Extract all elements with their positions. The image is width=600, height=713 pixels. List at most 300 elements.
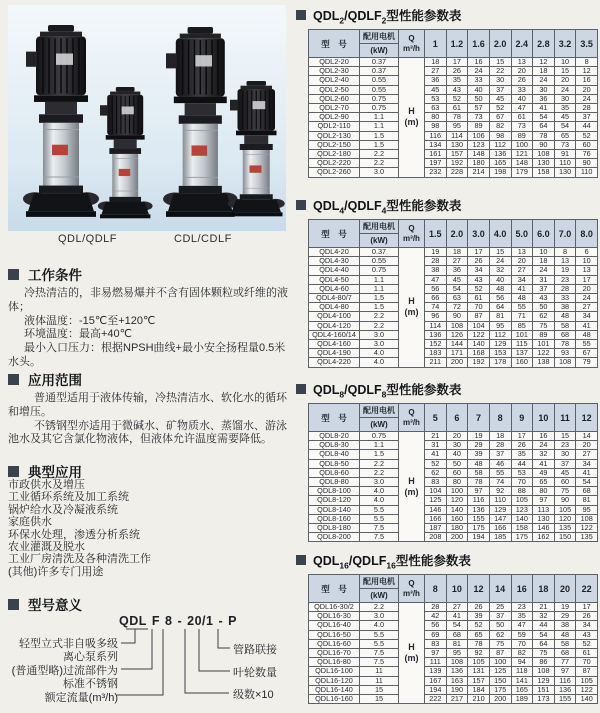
- power-cell: 0.55: [360, 85, 399, 94]
- model-cell: QDL2-110: [309, 122, 360, 131]
- head-value-cell: 71: [511, 312, 533, 321]
- model-cell: QDL2-260: [309, 168, 360, 177]
- head-unit: (m): [404, 486, 419, 497]
- head-value-cell: 20: [511, 67, 533, 76]
- power-cell: 5.5: [360, 514, 399, 523]
- model-cell: QDL2-50: [309, 85, 360, 94]
- head-value-cell: 54: [554, 122, 576, 131]
- table-row: [309, 441, 598, 450]
- head-value-cell: 190: [446, 685, 468, 694]
- head-value-cell: 16: [468, 58, 490, 67]
- power-cell: 0.75: [360, 432, 399, 441]
- power-cell: 3.0: [360, 340, 399, 349]
- power-cell: 0.75: [360, 94, 399, 103]
- flow-value-header: 7.0: [554, 220, 576, 248]
- table-row: [309, 131, 598, 140]
- head-value-cell: 20: [576, 85, 598, 94]
- table-row: [309, 603, 598, 612]
- head-value-cell: 29: [468, 441, 490, 450]
- head-value-cell: 108: [533, 150, 555, 159]
- flow-value-header: 9: [511, 404, 533, 432]
- head-value-cell: 26: [446, 67, 468, 76]
- table-title: [296, 551, 600, 569]
- head-value-cell: 90: [446, 312, 468, 321]
- head-value-cell: 60: [576, 140, 598, 149]
- head-value-cell: 23: [554, 275, 576, 284]
- head-value-cell: 38: [425, 266, 447, 275]
- power-cell: 3.0: [360, 168, 399, 177]
- head-value-cell: 61: [468, 294, 490, 303]
- head-value-cell: 70: [511, 639, 533, 648]
- head-value-cell: 82: [489, 122, 511, 131]
- flow-symbol: Q: [408, 408, 415, 417]
- model-cell: QDL4-190: [309, 349, 360, 358]
- head-value-cell: 38: [554, 621, 576, 630]
- model-cell: QDL4-40: [309, 266, 360, 275]
- head-value-cell: 85: [511, 321, 533, 330]
- head-value-cell: 65: [554, 131, 576, 140]
- head-value-cell: 104: [468, 321, 490, 330]
- power-cell: 5.5: [360, 505, 399, 514]
- power-cell: 2.2: [360, 159, 399, 168]
- power-cell: 2.2: [360, 312, 399, 321]
- head-value-cell: 52: [468, 621, 490, 630]
- head-value-cell: 52: [425, 459, 447, 468]
- head-value-cell: 40: [446, 450, 468, 459]
- flow-value-header: 11: [554, 404, 576, 432]
- model-label-rated-flow: 额定流量(m³/h): [44, 692, 118, 704]
- flow-value-header: 6: [446, 404, 468, 432]
- head-value-cell: 122: [576, 685, 598, 694]
- head-value-cell: 73: [468, 113, 490, 122]
- model-cell: QDL4-160/14: [309, 330, 360, 339]
- table-row: [309, 104, 598, 113]
- head-value-cell: 130: [446, 140, 468, 149]
- model-cell: QDL4-100: [309, 312, 360, 321]
- head-value-cell: 45: [446, 275, 468, 284]
- head-value-cell: 175: [489, 685, 511, 694]
- head-value-cell: 86: [533, 658, 555, 667]
- head-value-cell: 197: [425, 159, 447, 168]
- head-value-cell: 122: [576, 524, 598, 533]
- head-value-cell: 68: [554, 649, 576, 658]
- head-value-cell: 27: [576, 303, 598, 312]
- head-value-cell: 52: [489, 104, 511, 113]
- head-value-cell: 15: [554, 432, 576, 441]
- table-row: [309, 248, 598, 257]
- model-column-header: 型 号: [309, 220, 360, 248]
- head-value-cell: 77: [554, 658, 576, 667]
- head-value-cell: 47: [425, 275, 447, 284]
- head-value-cell: 44: [511, 459, 533, 468]
- power-cell: 4.0: [360, 621, 399, 630]
- head-value-cell: 34: [511, 275, 533, 284]
- head-value-cell: 126: [446, 330, 468, 339]
- title-subscript: 4: [339, 205, 345, 216]
- model-cell: QDL8-140: [309, 505, 360, 514]
- head-value-cell: 18: [446, 248, 468, 257]
- head-value-cell: 42: [425, 612, 447, 621]
- model-cell: QDL16-160: [309, 695, 360, 704]
- head-value-cell: 163: [446, 676, 468, 685]
- head-value-cell: 33: [468, 76, 490, 85]
- flow-value-header: 2.8: [533, 30, 555, 58]
- typical-application-item: 环保水处理，渗透分析系统: [8, 528, 140, 541]
- title-part: /QDLF: [344, 9, 382, 23]
- head-value-cell: 35: [446, 76, 468, 85]
- flow-value-header: 4.0: [489, 220, 511, 248]
- head-value-cell: 10: [554, 58, 576, 67]
- head-value-cell: 34: [576, 621, 598, 630]
- head-value-cell: 134: [425, 140, 447, 149]
- flow-value-header: 2.4: [511, 30, 533, 58]
- table-title: [296, 196, 600, 214]
- head-value-cell: 18: [425, 58, 447, 67]
- head-value-cell: 33: [554, 294, 576, 303]
- head-value-cell: 95: [576, 505, 598, 514]
- head-value-cell: 89: [468, 122, 490, 131]
- head-value-cell: 155: [554, 695, 576, 704]
- head-value-cell: 64: [489, 303, 511, 312]
- head-value-cell: 123: [468, 140, 490, 149]
- model-column-header: 型 号: [309, 404, 360, 432]
- flow-value-header: 8: [489, 404, 511, 432]
- head-value-cell: 60: [554, 478, 576, 487]
- head-value-cell: 57: [468, 104, 490, 113]
- power-cell: 11: [360, 676, 399, 685]
- section-title-text: 工作条件: [28, 268, 82, 283]
- head-value-cell: 24: [468, 67, 490, 76]
- head-value-cell: 166: [489, 524, 511, 533]
- flow-value-header: 1.2: [446, 30, 468, 58]
- head-value-cell: 48: [489, 284, 511, 293]
- head-value-cell: 118: [511, 667, 533, 676]
- table-row: [309, 459, 598, 468]
- head-value-cell: 95: [489, 321, 511, 330]
- head-value-cell: 24: [533, 76, 555, 85]
- head-value-cell: 65: [533, 478, 555, 487]
- head-value-cell: 50: [446, 459, 468, 468]
- power-cell: 7.5: [360, 658, 399, 667]
- head-value-cell: 43: [533, 294, 555, 303]
- title-part: /QDLF: [348, 554, 387, 568]
- model-label-stage-count: 级数×10: [233, 689, 274, 701]
- model-cell: QDL8-30: [309, 441, 360, 450]
- head-value-cell: 28: [554, 284, 576, 293]
- head-value-cell: 10: [533, 248, 555, 257]
- model-cell: QDL8-100: [309, 487, 360, 496]
- head-value-cell: 167: [425, 676, 447, 685]
- head-value-cell: 72: [446, 303, 468, 312]
- power-cell: 7.5: [360, 533, 399, 542]
- head-value-cell: 232: [425, 168, 447, 177]
- model-code-part: 8: [165, 614, 173, 628]
- caption-qdl: QDL/QDLF: [58, 233, 118, 245]
- model-cell: QDL4-30: [309, 257, 360, 266]
- performance-table: [308, 219, 598, 368]
- head-value-cell: 146: [425, 505, 447, 514]
- model-cell: QDL16-30: [309, 612, 360, 621]
- section-title-model-meaning: [8, 594, 82, 614]
- head-value-cell: 43: [446, 85, 468, 94]
- head-value-cell: 147: [489, 514, 511, 523]
- head-value-cell: 19: [425, 248, 447, 257]
- section-title-typical-applications: [8, 461, 82, 481]
- head-value-cell: 56: [425, 284, 447, 293]
- bullet-square-icon: [8, 269, 19, 280]
- head-value-cell: 97: [468, 487, 490, 496]
- model-label-pipe-connection: 管路联接: [233, 644, 277, 656]
- power-cell: 0.37: [360, 248, 399, 257]
- head-value-cell: 24: [576, 294, 598, 303]
- head-value-cell: 37: [576, 113, 598, 122]
- head-value-cell: 153: [489, 349, 511, 358]
- head-value-cell: 45: [554, 113, 576, 122]
- head-value-cell: 69: [425, 630, 447, 639]
- power-cell: 2.2: [360, 603, 399, 612]
- flow-value-header: 1.6: [468, 30, 490, 58]
- head-value-cell: 108: [576, 514, 598, 523]
- model-code-part: F: [151, 614, 161, 628]
- head-value-cell: 87: [576, 667, 598, 676]
- model-meaning-diagram: [0, 613, 292, 713]
- head-value-cell: 146: [533, 524, 555, 533]
- flow-rate-header: [399, 575, 425, 603]
- head-value-cell: 152: [425, 340, 447, 349]
- typical-application-item: (其他)许多专门用途: [8, 565, 104, 578]
- head-value-cell: 165: [511, 685, 533, 694]
- head-value-cell: 96: [425, 312, 447, 321]
- head-value-cell: 40: [489, 275, 511, 284]
- head-value-cell: 81: [446, 639, 468, 648]
- head-value-cell: 76: [576, 150, 598, 159]
- head-value-cell: 43: [576, 630, 598, 639]
- flow-value-header: 10: [446, 575, 468, 603]
- power-cell: 3.0: [360, 478, 399, 487]
- head-value-cell: 161: [425, 150, 447, 159]
- head-value-cell: 15: [554, 67, 576, 76]
- head-value-cell: 63: [446, 294, 468, 303]
- title-subscript: 16: [339, 560, 349, 571]
- title-subscript: 4: [381, 205, 387, 216]
- model-label-material-line1: (普通型略)过流部件为: [11, 665, 118, 677]
- table-row: [309, 294, 598, 303]
- head-value-cell: 115: [511, 340, 533, 349]
- head-value-cell: 32: [533, 450, 555, 459]
- head-value-cell: 32: [533, 612, 555, 621]
- table-row: [309, 113, 598, 122]
- head-value-cell: 39: [468, 450, 490, 459]
- power-cell: 2.2: [360, 459, 399, 468]
- head-value-cell: 47: [511, 621, 533, 630]
- model-cell: QDL8-160: [309, 514, 360, 523]
- head-value-cell: 192: [446, 159, 468, 168]
- section-title-application-range: [8, 369, 82, 389]
- head-value-cell: 27: [446, 603, 468, 612]
- typical-application-item: 工业厂房清洗及各种清洗工作: [8, 553, 151, 566]
- head-value-cell: 136: [425, 330, 447, 339]
- head-symbol: H: [408, 106, 415, 117]
- head-value-cell: 113: [533, 505, 555, 514]
- table-title-text: [313, 196, 461, 214]
- head-value-cell: 121: [511, 150, 533, 159]
- head-unit: (m): [404, 307, 419, 318]
- head-value-cell: 184: [468, 685, 490, 694]
- head-value-cell: 47: [511, 104, 533, 113]
- table-title-text: [313, 6, 461, 24]
- head-value-cell: 80: [533, 487, 555, 496]
- head-value-cell: 6: [576, 248, 598, 257]
- photo-captions: [8, 233, 286, 248]
- head-value-cell: 105: [468, 658, 490, 667]
- head-value-cell: 17: [576, 275, 598, 284]
- head-value-cell: 100: [446, 487, 468, 496]
- condition-line: 冷热清洁的，非易燃易爆并不含有固体颗粒或纤维的液体；: [8, 287, 288, 313]
- head-value-cell: 23: [511, 603, 533, 612]
- flow-unit: m³/h: [403, 588, 420, 598]
- performance-table: [308, 29, 598, 178]
- power-cell: 2.2: [360, 321, 399, 330]
- head-value-cell: 120: [446, 496, 468, 505]
- power-cell: 15: [360, 695, 399, 704]
- model-cell: QDL4-120: [309, 321, 360, 330]
- head-value-cell: 114: [446, 131, 468, 140]
- model-cell: QDL16-50: [309, 630, 360, 639]
- head-symbol: H: [408, 296, 415, 307]
- head-value-cell: 14: [576, 432, 598, 441]
- power-cell: 1.5: [360, 450, 399, 459]
- head-value-cell: 160: [511, 358, 533, 367]
- model-cell: QDL2-220: [309, 159, 360, 168]
- head-value-cell: 68: [446, 630, 468, 639]
- model-cell: QDL16-40: [309, 621, 360, 630]
- head-value-cell: 46: [489, 459, 511, 468]
- model-cell: QDL4-20: [309, 248, 360, 257]
- head-value-cell: 90: [533, 140, 555, 149]
- head-value-cell: 20: [446, 432, 468, 441]
- flow-value-header: 5.0: [511, 220, 533, 248]
- model-cell: QDL16-100: [309, 667, 360, 676]
- table-row: [309, 667, 598, 676]
- head-value-cell: 90: [576, 159, 598, 168]
- head-value-cell: 28: [576, 104, 598, 113]
- table-row: [309, 340, 598, 349]
- head-value-cell: 28: [425, 257, 447, 266]
- power-cell: 0.75: [360, 266, 399, 275]
- model-cell: QDL16-30/2: [309, 603, 360, 612]
- table-row: [309, 284, 598, 293]
- flow-rate-header: [399, 404, 425, 432]
- head-value-cell: 41: [511, 284, 533, 293]
- title-part: QDL: [313, 199, 340, 213]
- power-cell: 3.0: [360, 612, 399, 621]
- model-cell: QDL2-90: [309, 113, 360, 122]
- head-value-cell: 75: [554, 487, 576, 496]
- table-row: [309, 312, 598, 321]
- table-row: [309, 266, 598, 275]
- head-value-cell: 87: [489, 649, 511, 658]
- condition-line: 液体温度：-15℃至+120℃: [24, 314, 156, 327]
- head-value-cell: 65: [468, 630, 490, 639]
- model-cell: QDL8-50: [309, 459, 360, 468]
- head-value-cell: 48: [511, 294, 533, 303]
- flow-value-header: 22: [576, 575, 598, 603]
- typical-application-item: 工业循环系统及加工系统: [8, 491, 129, 504]
- power-cell: 2.2: [360, 150, 399, 159]
- head-value-cell: 171: [446, 349, 468, 358]
- head-value-cell: 64: [533, 122, 555, 131]
- head-value-cell: 78: [468, 478, 490, 487]
- table-row: [309, 478, 598, 487]
- head-value-cell: 12: [576, 67, 598, 76]
- head-value-cell: 67: [489, 113, 511, 122]
- head-value-cell: 55: [511, 303, 533, 312]
- title-subscript: 8: [339, 389, 345, 400]
- power-cell: 4.0: [360, 496, 399, 505]
- head-value-cell: 116: [468, 496, 490, 505]
- bullet-square-icon: [8, 599, 19, 610]
- motor-power-header: 配用电机: [360, 575, 399, 589]
- power-cell: 1.5: [360, 140, 399, 149]
- head-value-cell: 50: [489, 621, 511, 630]
- title-part: /QDLF: [344, 383, 382, 397]
- power-cell: 4.0: [360, 487, 399, 496]
- bullet-square-icon: [296, 200, 306, 210]
- head-value-cell: 37: [489, 612, 511, 621]
- head-value-cell: 32: [489, 266, 511, 275]
- head-value-cell: 48: [554, 630, 576, 639]
- head-value-cell: 135: [554, 524, 576, 533]
- flow-symbol: Q: [408, 34, 415, 43]
- head-value-cell: 83: [425, 639, 447, 648]
- model-code-part: 20/1: [187, 614, 214, 628]
- typical-applications-list: [8, 479, 289, 578]
- flow-unit: m³/h: [403, 417, 420, 427]
- performance-table: [308, 403, 598, 542]
- power-cell: 1.5: [360, 294, 399, 303]
- table-row: [309, 58, 598, 67]
- title-part: QDL: [313, 554, 340, 568]
- table-row: [309, 487, 598, 496]
- typical-application-item: 市政供水及增压: [8, 479, 85, 491]
- head-value-cell: 55: [489, 468, 511, 477]
- head-value-cell: 17: [446, 58, 468, 67]
- head-value-cell: 158: [533, 168, 555, 177]
- head-value-cell: 68: [576, 487, 598, 496]
- head-unit: (m): [404, 653, 419, 664]
- model-label-series-line2: 离心泵系列: [63, 651, 118, 663]
- head-value-cell: 87: [468, 312, 490, 321]
- head-value-cell: 56: [425, 621, 447, 630]
- flow-rate-header: [399, 30, 425, 58]
- flow-value-header: 12: [468, 575, 490, 603]
- table-title: [296, 6, 600, 24]
- head-value-cell: 26: [511, 441, 533, 450]
- head-value-cell: 54: [446, 284, 468, 293]
- bullet-square-icon: [8, 466, 19, 477]
- power-cell: 11: [360, 667, 399, 676]
- head-value-cell: 34: [468, 266, 490, 275]
- table-row: [309, 685, 598, 694]
- typical-application-item: 农业灌溉及脱水: [8, 541, 85, 554]
- head-value-cell: 24: [533, 266, 555, 275]
- table-title-text: [313, 380, 461, 398]
- table-row: [309, 649, 598, 658]
- table-row: [309, 168, 598, 177]
- table-row: [309, 514, 598, 523]
- head-value-cell: 61: [576, 649, 598, 658]
- head-value-cell: 30: [446, 441, 468, 450]
